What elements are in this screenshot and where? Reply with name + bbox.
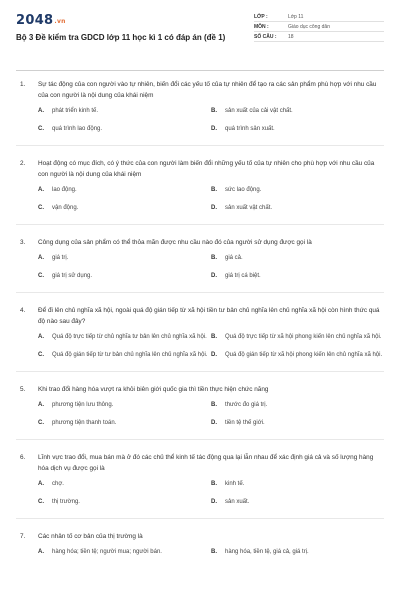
option-letter: B. [211,480,217,487]
answer-option[interactable] [211,349,384,361]
option-text: chợ. [52,480,64,487]
question-stem [16,384,384,395]
question-item [16,531,384,558]
answer-option[interactable] [38,349,211,361]
answer-option[interactable] [211,270,384,282]
option-letter: B. [211,401,217,408]
answer-option[interactable] [38,417,211,429]
answer-option[interactable] [38,270,211,282]
answer-option[interactable] [211,417,384,429]
question-stem [16,452,384,474]
option-letter: A. [38,333,44,340]
option-text: sản xuất vật chất. [225,204,273,211]
question-item [16,305,384,372]
option-text: thị trường. [52,498,80,505]
option-text: giá trị sử dụng. [52,272,93,279]
option-letter: D. [211,125,217,132]
question-divider [16,371,384,372]
option-letter: A. [38,107,44,114]
question-text: Sự tác động của con người vào tự nhiên, biến đổi các yếu tố của tự nhiên để tạo ra các sản phẩm phù hợp với nhu cầu của con người là nội dung của khái niệm [38,81,377,99]
option-letter: C. [38,351,44,358]
info-row [254,32,384,42]
option-letter: B. [211,107,217,114]
option-text: quá trình lao động. [52,125,103,132]
info-row [254,12,384,22]
exam-info-table [254,12,384,62]
question-divider [16,518,384,519]
option-letter: A. [38,480,44,487]
question-item [16,384,384,440]
page-title: Bộ 3 Đề kiểm tra GDCD lớp 11 học kì 1 có đáp án (đề 1) [16,33,226,42]
question-text: Các nhân tố cơ bản của thị trường là [38,533,143,540]
option-letter: A. [38,186,44,193]
option-letter: B. [211,548,217,555]
question-stem [16,237,384,248]
question-item [16,452,384,519]
answer-options [38,546,384,558]
info-label: SỐ CÂU : [254,33,277,40]
logo-suffix: .vn [54,18,66,25]
option-letter: C. [38,125,44,132]
option-text: giá trị cá biệt. [225,272,261,279]
info-value: 18 [288,33,294,40]
option-letter: A. [38,254,44,261]
option-letter: C. [38,272,44,279]
question-item [16,237,384,293]
option-text: Quá độ gián tiếp từ xã hội phong kiến lên chủ nghĩa xã hội. [225,351,383,358]
option-letter: D. [211,272,217,279]
question-number: 6. [20,454,26,461]
option-text: phương tiện lưu thông. [52,401,114,408]
answer-option[interactable] [211,399,384,411]
option-text: tiền tệ thế giới. [225,419,265,426]
answer-option[interactable] [211,123,384,135]
answer-options [38,331,384,361]
option-text: quá trình sản xuất. [225,125,275,132]
answer-option[interactable] [211,496,384,508]
answer-option[interactable] [38,123,211,135]
answer-options [38,399,384,429]
option-letter: B. [211,254,217,261]
answer-options [38,478,384,508]
option-letter: A. [38,548,44,555]
site-logo[interactable] [16,14,246,29]
question-text: Khi trao đổi hàng hóa vượt ra khỏi biên giới quốc gia thì tiền thực hiện chức năng [38,386,269,393]
question-stem [16,79,384,101]
option-text: kinh tế. [225,480,245,487]
answer-option[interactable] [38,478,211,490]
answer-option[interactable] [211,252,384,264]
question-divider [16,224,384,225]
question-stem [16,158,384,180]
question-stem [16,305,384,327]
answer-options [38,105,384,135]
question-number: 3. [20,239,26,246]
option-text: sản xuất. [225,498,250,505]
question-number: 4. [20,307,26,314]
answer-option[interactable] [38,184,211,196]
option-text: Quá độ gián tiếp từ tư bản chủ nghĩa lên chủ nghĩa xã hội. [52,351,208,358]
option-text: hàng hóa; tiền tệ; người mua; người bán. [52,548,162,555]
question-item [16,158,384,225]
question-number: 2. [20,160,26,167]
option-text: sản xuất của cải vật chất. [225,107,293,114]
info-label: LỚP : [254,13,268,20]
question-list [16,79,384,558]
option-letter: B. [211,333,217,340]
option-letter: D. [211,204,217,211]
option-text: lao động. [52,186,77,193]
option-letter: C. [38,419,44,426]
answer-option[interactable] [38,331,211,343]
question-number: 7. [20,533,26,540]
page-header [16,0,384,62]
answer-options [38,252,384,282]
question-text: Công dụng của sản phẩm có thể thỏa mãn được nhu cầu nào đó của người sử dụng được gọi là [38,239,312,246]
option-letter: C. [38,498,44,505]
option-letter: A. [38,401,44,408]
answer-option[interactable] [211,478,384,490]
option-letter: B. [211,186,217,193]
option-text: sức lao động. [225,186,262,193]
answer-option[interactable] [38,496,211,508]
answer-option[interactable] [38,105,211,117]
header-divider [16,70,384,71]
info-value: Lớp 11 [288,13,304,20]
question-divider [16,145,384,146]
question-text: Lĩnh vực trao đổi, mua bán mà ở đó các chủ thể kinh tế tác động qua lại lẫn nhau để xác định giá cả và số lượng hàng hóa dịch vụ được gọi là [38,454,374,472]
answer-option[interactable] [211,202,384,214]
option-letter: D. [211,419,217,426]
question-item [16,79,384,146]
answer-option[interactable] [211,105,384,117]
answer-option[interactable] [38,399,211,411]
question-divider [16,439,384,440]
option-text: Quá độ trực tiếp từ xã hội phong kiến lên chủ nghĩa xã hội. [225,333,382,340]
answer-options [38,184,384,214]
info-value: Giáo dục công dân [288,23,330,30]
brand-block [16,14,246,62]
option-text: giá trị. [52,254,69,261]
option-letter: C. [38,204,44,211]
question-stem [16,531,384,542]
option-letter: D. [211,498,217,505]
option-letter: D. [211,351,217,358]
question-text: Hoạt động có mục đích, có ý thức của con người làm biến đổi những yếu tố của tự nhiên cho phù hợp với nhu cầu của con người là nội dung của khái niệm [38,160,375,178]
info-row [254,22,384,32]
info-label: MÔN : [254,23,269,30]
answer-option[interactable] [211,546,384,558]
answer-option[interactable] [38,546,211,558]
option-text: thước đo giá trị. [225,401,268,408]
question-text: Để đi lên chủ nghĩa xã hội, ngoài quá độ gián tiếp từ xã hội tiền tư bản chủ nghĩa lên chủ nghĩa xã hội còn hình thức quá độ nào sau đây? [38,307,380,325]
option-text: Quá độ trực tiếp từ chủ nghĩa tư bản lên chủ nghĩa xã hội. [52,333,207,340]
answer-option[interactable] [211,184,384,196]
option-text: phát triển kinh tế. [52,107,99,114]
answer-option[interactable] [211,331,384,343]
option-text: hàng hóa, tiền tệ, giá cả, giá trị. [225,548,309,555]
option-text: vận động. [52,204,79,211]
question-divider [16,292,384,293]
answer-option[interactable] [38,202,211,214]
answer-option[interactable] [38,252,211,264]
logo-text: 2048 [16,13,54,28]
question-number: 5. [20,386,26,393]
question-number: 1. [20,81,26,88]
option-text: phương tiện thanh toán. [52,419,117,426]
option-text: giá cả. [225,254,243,261]
